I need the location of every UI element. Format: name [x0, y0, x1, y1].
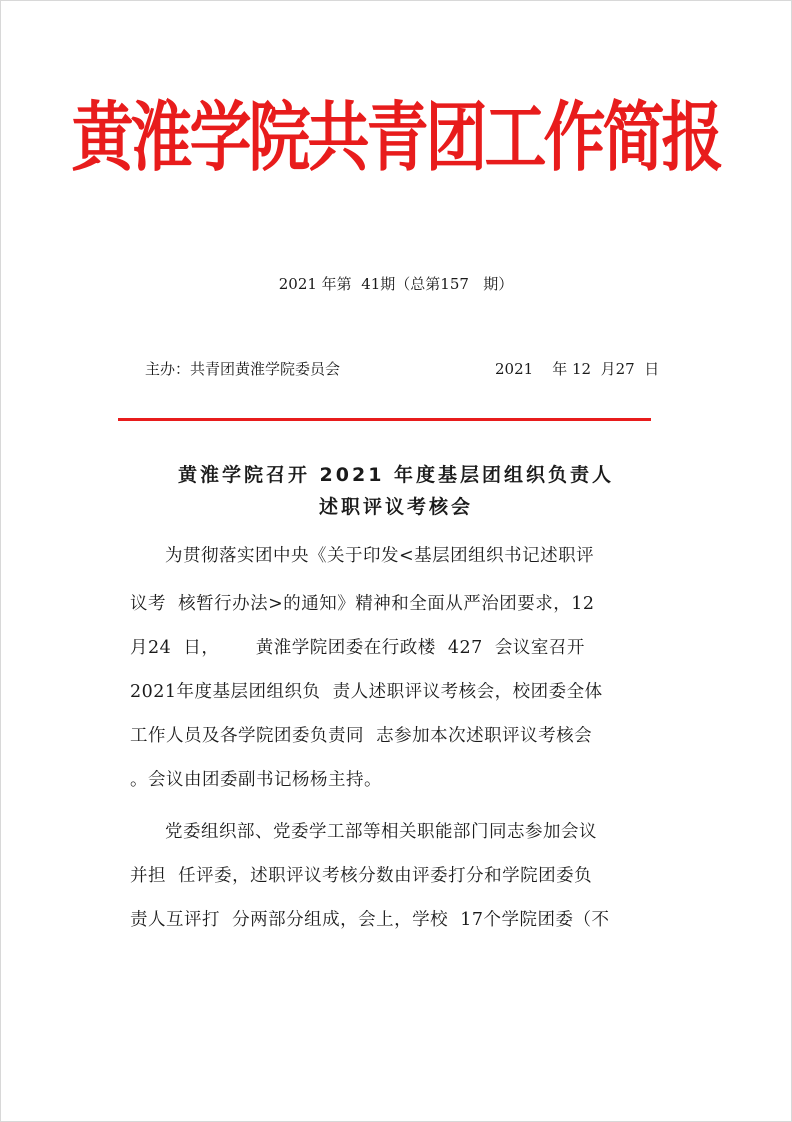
body-line-1: 为贯彻落实团中央《关于印发<基层团组织书记述职评	[165, 546, 595, 566]
body-line-9: 责人互评打 分两部分组成，会上，学校 17个学院团委（不	[130, 910, 610, 930]
body-line-8: 并担 任评委，述职评议考核分数由评委打分和学院团委负	[130, 866, 593, 886]
red-divider	[118, 418, 651, 421]
sponsor: 主办：共青团黄淮学院委员会	[145, 360, 341, 378]
body-line-5: 工作人员及各学院团委负责同 志参加本次述职评议考核会	[130, 726, 593, 746]
issue-number: 2021 年第 41期（总第157 期）	[278, 275, 514, 293]
article-headline-line-2: 述职评议考核会	[318, 496, 473, 518]
issue-date: 2021 年 12 月27 日	[495, 360, 660, 378]
masthead-title: 黄淮学院共青团工作简报	[71, 92, 721, 182]
article-headline-line-1: 黄淮学院召开 2021 年度基层团组织负责人	[177, 464, 615, 486]
body-line-4: 2021年度基层团组织负 责人述职评议考核会，校团委全体	[130, 682, 603, 702]
body-line-6: 。会议由团委副书记杨杨主持。	[130, 770, 382, 790]
body-line-2: 议考 核暂行办法>的通知》精神和全面从严治团要求，12	[130, 594, 595, 614]
body-line-3: 月24 日， 黄淮学院团委在行政楼 427 会议室召开	[130, 638, 585, 658]
body-line-7: 党委组织部、党委学工部等相关职能部门同志参加会议	[165, 822, 597, 842]
